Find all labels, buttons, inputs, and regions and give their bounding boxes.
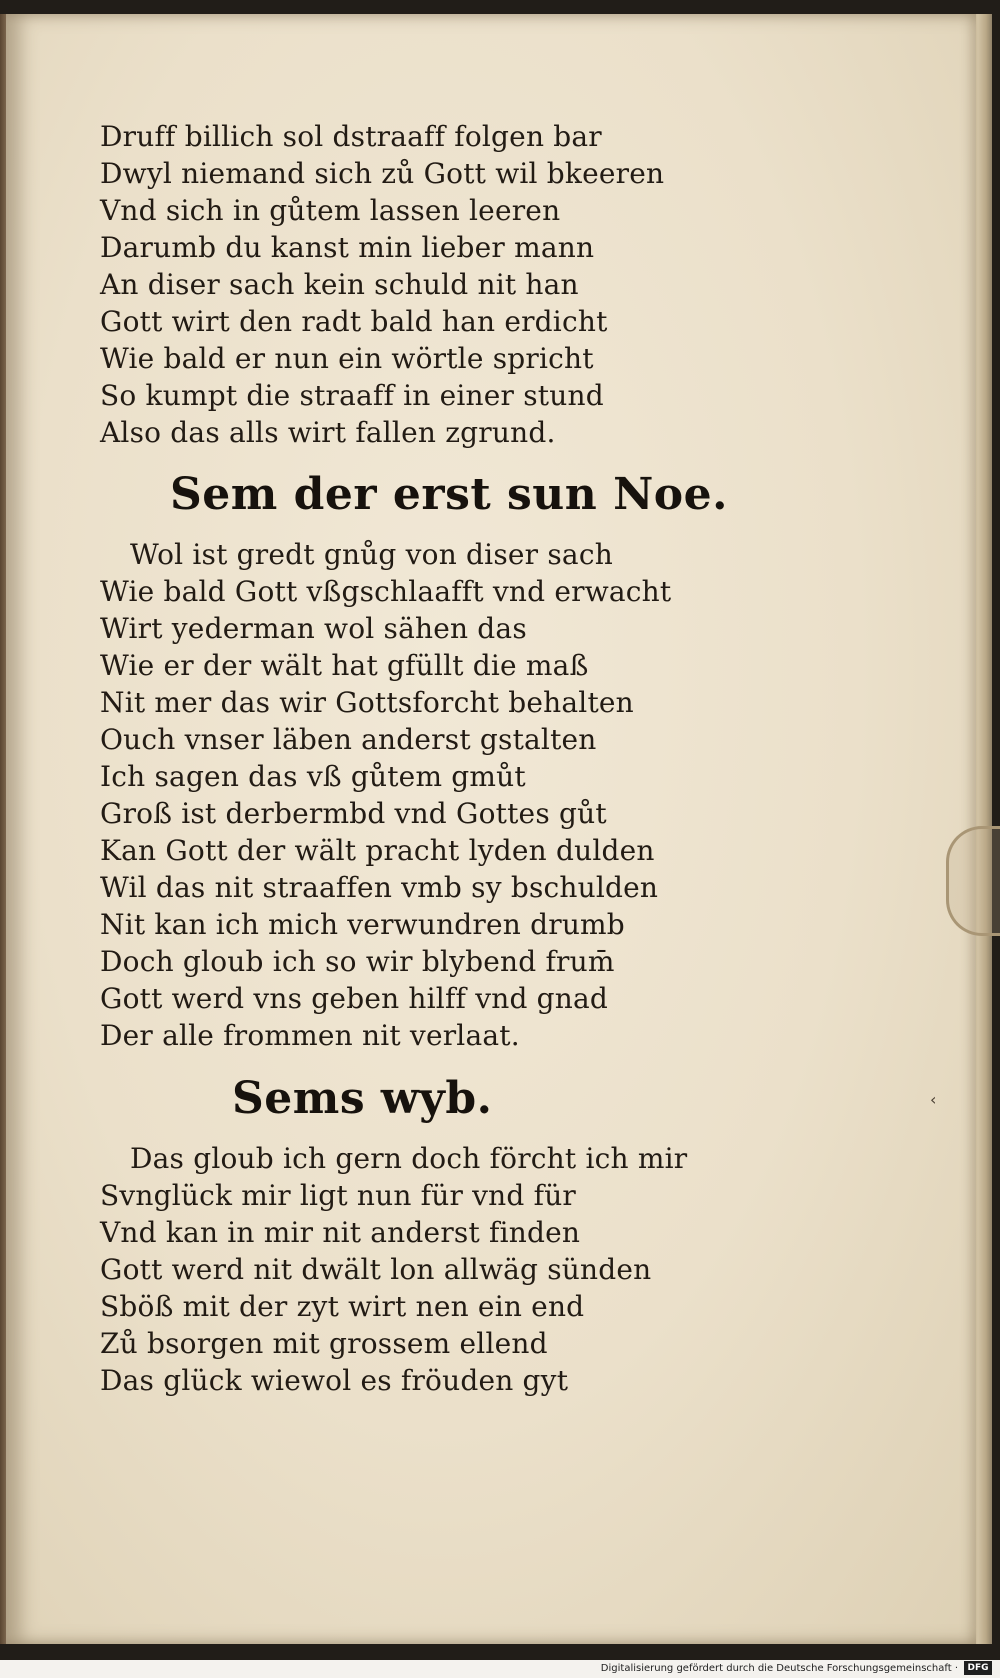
verse-line-13: Wie er der wält hat gfüllt die maß (100, 649, 589, 682)
verse-line-22: Gott werd vns geben hilff vnd gnad (100, 982, 609, 1015)
book-clasp (946, 826, 1000, 936)
verse-line-23: Der alle frommen nit verlaat. (100, 1019, 520, 1052)
margin-mark: ‹ (930, 1090, 937, 1109)
verse-line-14: Nit mer das wir Gottsforcht behalten (100, 686, 634, 719)
verse-line-24: Das gloub ich gern doch förcht ich mir (130, 1142, 688, 1175)
verse-line-20: Nit kan ich mich verwundren drumb (100, 908, 625, 941)
verse-line-8: So kumpt die straaff in einer stund (100, 379, 604, 412)
verse-line-2: Dwyl niemand sich zů Gott wil bkeeren (100, 157, 665, 190)
verse-line-9: Also das alls wirt fallen zgrund. (100, 416, 556, 449)
verse-line-7: Wie bald er nun ein wörtle spricht (100, 342, 594, 375)
verse-line-26: Vnd kan in mir nit anderst finden (100, 1216, 581, 1249)
verse-line-1: Druff billich sol dstraaff folgen bar (100, 120, 602, 153)
speaker-heading-sems-wyb: Sems wyb. (232, 1073, 493, 1124)
verse-line-3: Vnd sich in gůtem lassen leeren (100, 194, 561, 227)
speaker-heading-sem: Sem der erst sun Noe. (170, 469, 728, 520)
verse-line-16: Ich sagen das vß gůtem gmůt (100, 760, 526, 793)
verse-line-29: Zů bsorgen mit grossem ellend (100, 1327, 548, 1360)
verse-line-25: Svnglück mir ligt nun für vnd für (100, 1179, 577, 1212)
verse-line-12: Wirt yederman wol sähen das (100, 612, 527, 645)
verse-line-10: Wol ist gredt gnůg von diser sach (130, 538, 613, 571)
verse-line-27: Gott werd nit dwält lon allwäg sünden (100, 1253, 652, 1286)
verse-line-4: Darumb du kanst min lieber mann (100, 231, 595, 264)
verse-line-30: Das glück wiewol es fröuden gyt (100, 1364, 569, 1397)
verse-line-28: Sböß mit der zyt wirt nen ein end (100, 1290, 585, 1323)
verse-line-17: Groß ist derbermbd vnd Gottes gůt (100, 797, 607, 830)
dfg-logo: DFG (964, 1661, 992, 1675)
verse-line-6: Gott wirt den radt bald han erdicht (100, 305, 608, 338)
verse-line-11: Wie bald Gott vßgschlaafft vnd erwacht (100, 575, 672, 608)
verse-line-19: Wil das nit straaffen vmb sy bschulden (100, 871, 659, 904)
digitization-credit: Digitalisierung gefördert durch die Deutsche Forschungsgemeinschaft · (600, 1663, 958, 1674)
verse-line-21: Doch gloub ich so wir blybend frum̄ (100, 945, 615, 978)
verse-line-15: Ouch vnser läben anderst gstalten (100, 723, 597, 756)
verse-line-5: An diser sach kein schuld nit han (100, 268, 579, 301)
verse-line-18: Kan Gott der wält pracht lyden dulden (100, 834, 655, 867)
